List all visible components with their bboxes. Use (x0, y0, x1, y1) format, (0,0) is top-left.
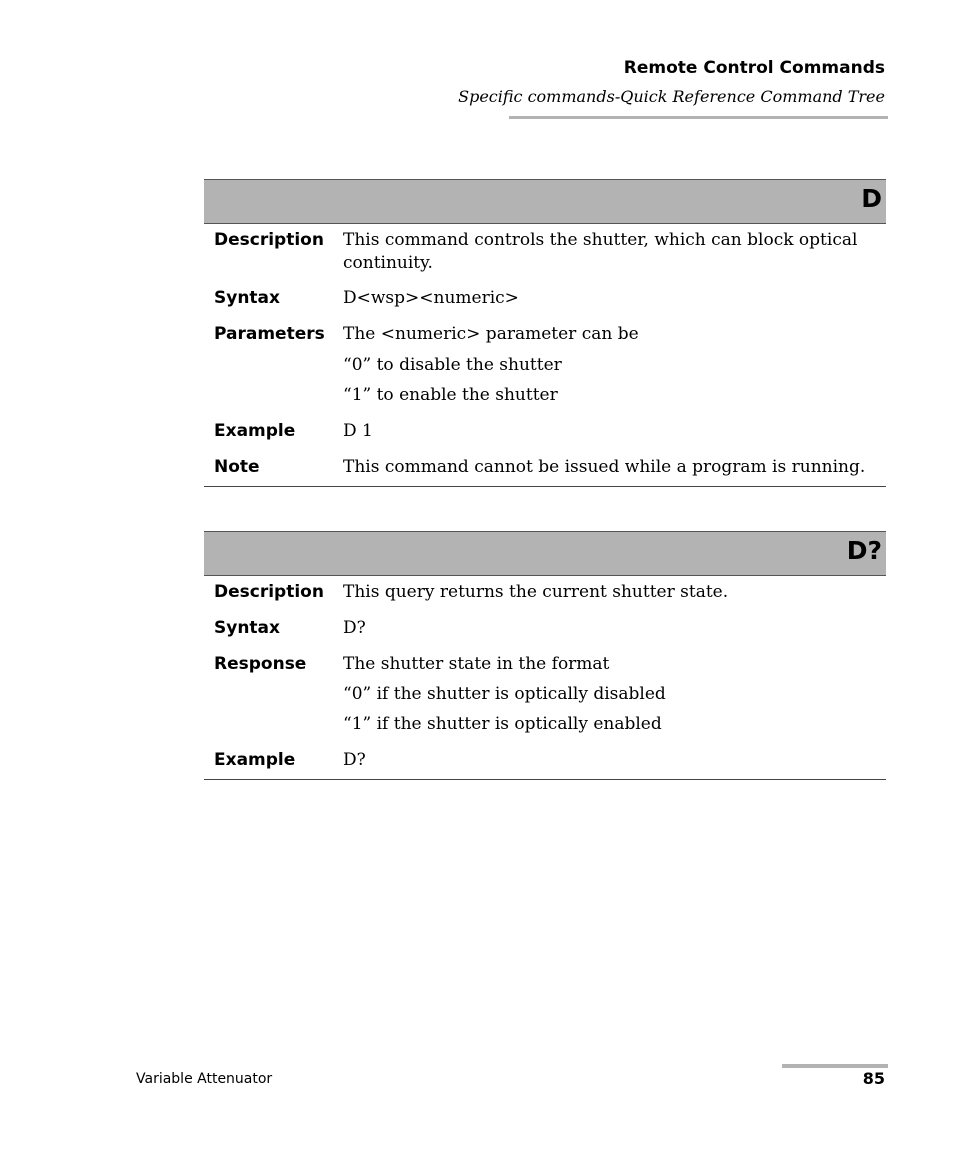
footer-manual-title: Variable Attenuator (136, 1071, 273, 1087)
syntax-value: D? (343, 618, 366, 638)
command-title-bar (204, 531, 886, 576)
parameters-line-1: The <numeric> parameter can be (343, 324, 639, 344)
parameters-label: Parameters (214, 324, 325, 344)
syntax-label: Syntax (214, 288, 280, 308)
example-value: D 1 (343, 421, 373, 441)
syntax-label: Syntax (214, 618, 280, 638)
description-line-2: continuity. (343, 253, 433, 273)
description-label: Description (214, 582, 324, 602)
footer-divider (782, 1064, 888, 1068)
example-value: D? (343, 750, 366, 770)
note-label: Note (214, 457, 260, 477)
page-number: 85 (862, 1069, 885, 1088)
header-divider (509, 116, 888, 119)
command-name: D? (846, 536, 882, 565)
syntax-value: D<wsp><numeric> (343, 288, 519, 308)
description-line-1: This query returns the current shutter state. (343, 582, 729, 602)
description-label: Description (214, 230, 324, 250)
description-line-1: This command controls the shutter, which can block optical (343, 230, 858, 250)
response-label: Response (214, 654, 307, 674)
parameters-line-3: “1” to enable the shutter (343, 385, 558, 405)
command-block-d-query (204, 531, 886, 770)
command-name: D (861, 184, 882, 213)
block-bottom-rule (204, 779, 886, 780)
note-value: This command cannot be issued while a program is running. (343, 457, 866, 477)
block-bottom-rule (204, 486, 886, 487)
command-block-d (204, 179, 886, 477)
response-line-3: “1” if the shutter is optically enabled (343, 714, 662, 734)
response-line-2: “0” if the shutter is optically disabled (343, 684, 666, 704)
response-line-1: The shutter state in the format (343, 654, 610, 674)
example-label: Example (214, 421, 296, 441)
parameters-line-2: “0” to disable the shutter (343, 355, 562, 375)
header-title: Remote Control Commands (623, 58, 885, 78)
command-title-bar (204, 179, 886, 224)
example-label: Example (214, 750, 296, 770)
header-subtitle: Specific commands-Quick Reference Command Tree (458, 87, 885, 106)
